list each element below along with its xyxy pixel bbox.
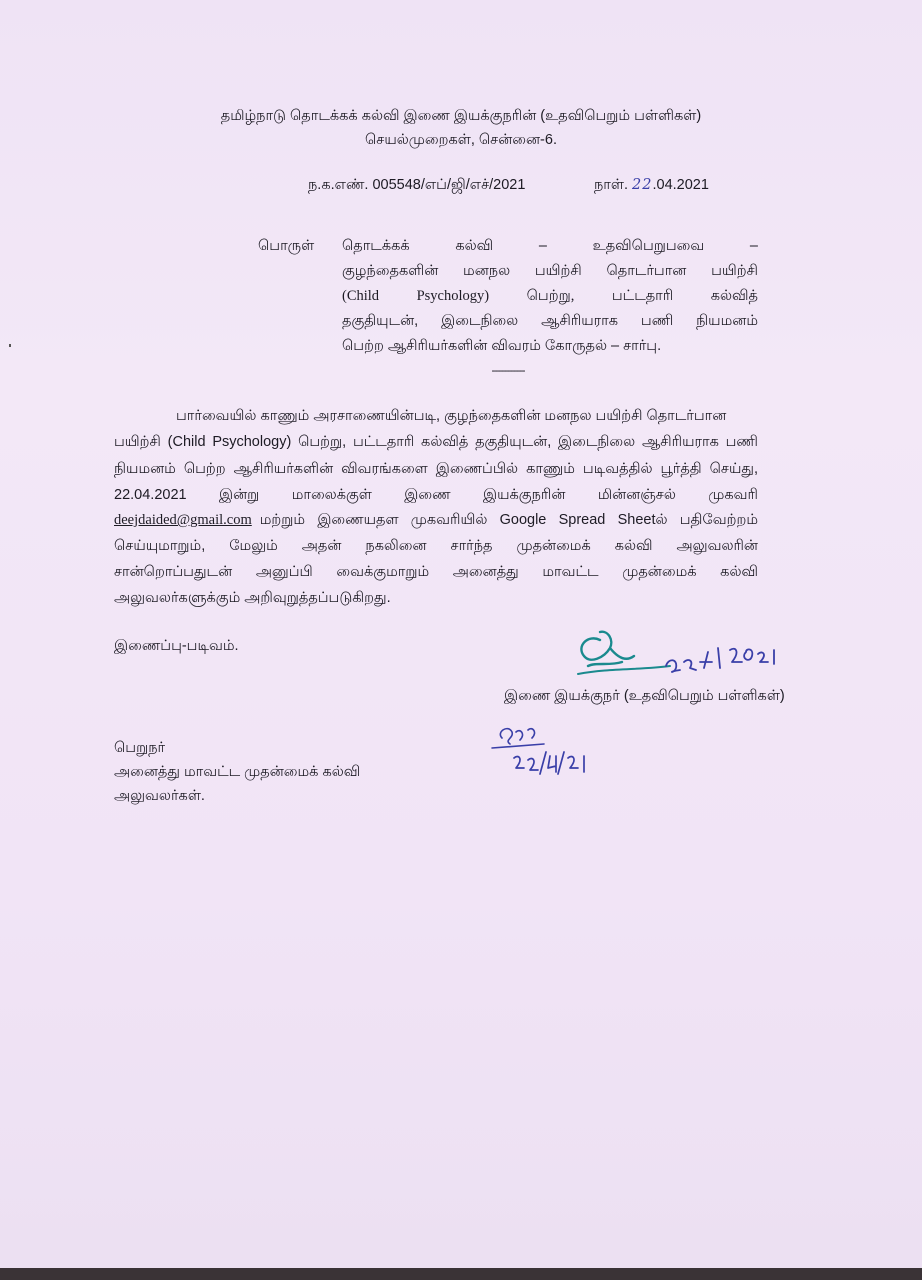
subject-line-2: குழந்தைகளின் மனநல பயிற்சி தொடர்பான பயிற்சி — [342, 263, 758, 279]
handwritten-initial — [488, 718, 598, 782]
scan-bottom-edge — [0, 1268, 922, 1280]
email-link[interactable]: deejdaided@gmail.com — [114, 512, 252, 528]
date-suffix: .04.2021 — [652, 177, 709, 193]
recipient-line-2: அலுவலர்கள். — [114, 788, 205, 804]
body-line-1: பார்வையில் காணும் அரசாணையின்படி, குழந்தைகளின் மனநல பயிற்சி தொடர்பான — [176, 408, 727, 424]
body-line-8: அலுவலர்களுக்கும் அறிவுறுத்தப்படுகிறது. — [114, 590, 391, 606]
paper-speck — [9, 344, 11, 347]
body-line-5 — [114, 510, 758, 530]
subject-line-1: தொடக்கக் கல்வி – உதவிபெறுபவை – — [342, 238, 758, 254]
subject-line-5: பெற்ற ஆசிரியர்களின் விவரம் கோருதல் – சார்பு. — [342, 338, 662, 354]
signatory-designation: இணை இயக்குநர் (உதவிபெறும் பள்ளிகள்) — [504, 688, 785, 704]
subject-separator: ----------- — [491, 363, 525, 377]
header-line-1: தமிழ்நாடு தொடக்கக் கல்வி இணை இயக்குநரின் (உதவிபெறும் பள்ளிகள்) — [220, 108, 702, 124]
body-line-2: பயிற்சி (Child Psychology) பெற்று, பட்டதாரி கல்வித் தகுதியுடன், இடைநிலை ஆசிரியராக பணி — [114, 434, 758, 450]
reference-number: ந.க.எண். 005548/எப்/ஜி/எச்/2021 — [308, 177, 526, 193]
date-label: நாள். — [594, 177, 628, 193]
subject-line-4: தகுதியுடன், இடைநிலை ஆசிரியராக பணி நியமனம் — [342, 313, 758, 329]
subject-line-3: (Child Psychology) பெற்று, பட்டதாரி கல்வித் — [342, 288, 758, 304]
body-line-4: 22.04.2021 இன்று மாலைக்குள் இணை இயக்குநரின் மின்னஞ்சல் முகவரி — [114, 487, 758, 503]
recipient-label: பெறுநர் — [114, 740, 166, 756]
header-line-2: செயல்முறைகள், சென்னை-6. — [365, 132, 557, 148]
body-line-7: சான்றொப்பதுடன் அனுப்பி வைக்குமாறும் அனைத்து மாவட்ட முதன்மைக் கல்வி — [114, 564, 758, 580]
date-handwritten-day: 22 — [632, 177, 653, 193]
body-line-5-text: மற்றும் இணையதள முகவரியில் Google Spread Sheetல் பதிவேற்றம் — [259, 512, 758, 528]
recipient-line-1: அனைத்து மாவட்ட முதன்மைக் கல்வி — [114, 764, 361, 780]
body-line-6: செய்யுமாறும், மேலும் அதன் நகலினை சார்ந்த முதன்மைக் கல்வி அலுவலரின் — [114, 538, 758, 554]
handwritten-signature — [570, 622, 790, 686]
enclosure-note: இணைப்பு-படிவம். — [114, 638, 239, 654]
reference-date — [594, 175, 709, 195]
subject-label: பொருள் — [258, 238, 315, 254]
body-line-3: நியமனம் பெற்ற ஆசிரியர்களின் விவரங்களை இணைப்பில் காணும் படிவத்தில் பூர்த்தி செய்து, — [114, 461, 758, 477]
